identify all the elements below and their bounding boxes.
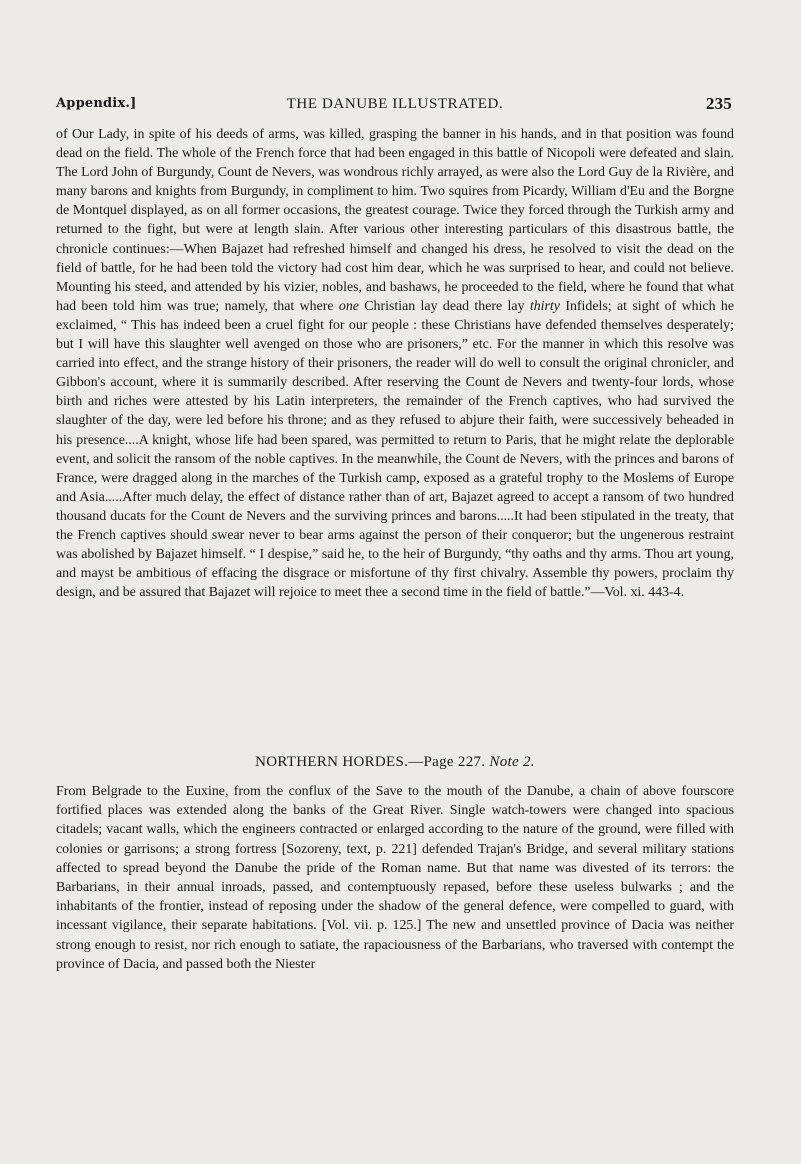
- page-number: 235: [705, 94, 732, 113]
- running-head-title: THE DANUBE ILLUSTRATED.: [286, 96, 504, 112]
- running-head-section: Appendix.]: [56, 96, 137, 111]
- section-heading-northern-hordes: [56, 754, 734, 771]
- section-heading-text: NORTHERN HORDES.—Page 227.: [255, 754, 486, 770]
- paragraph-1-text-a: of Our Lady, in spite of his deeds of arms, was killed, grasping the banner in his hands, and in that position was found dead on the field. The whole of the French force that had been engaged in this battle of Nicopoli were defeated and slain. The Lord John of Burgundy, Count de Nevers, was wondrous richly arrayed, as were also the Lord Guy de la Rivière, and many barons and knights from Burgundy, in compliment to him. Two squires from Picardy, William d'Eu and the Borgne de Montquel displayed, as on all former occasions, the greatest courage. Twice they forced through the Turkish army and returned to the fight, but were at length slain. After various other interesting particulars of this disastrous battle, the chronicle continues:—When Bajazet had refreshed himself and changed his dress, he resolved to visit the dead on the field of battle, for he had been told the victory had cost him dear, which he was surprised to hear, and could not believe. Mounting his steed, and attended by his vizier, nobles, and bashaws, he proceeded to the field, where he found that what had been told him was true; namely, that where: [56, 127, 734, 314]
- paragraph-northern-hordes: From Belgrade to the Euxine, from the conflux of the Save to the mouth of the Danube, a chain of above fourscore fortified places was extended along the banks of the Great River. Single watch-towers were changed into spacious citadels; vacant walls, which the engineers contracted or enlarged according to the nature of the ground, were filled with colonies or garrisons; a strong fortress [Sozoreny, text, p. 221] defended Trajan's Bridge, and several military stations affected to spread beyond the Danube the pride of the Roman name. But that name was divested of its terrors: the Barbarians, in their annual inroads, passed, and contemptuously repased, before these useless bulwarks ; and the inhabitants of the frontier, instead of reposing under the shadow of the general defence, were compelled to guard, with incessant vigilance, their separate habitations. [Vol. vii. p. 125.] The new and unsettled province of Dacia was neither strong enough to resist, nor rich enough to satiate, the rapaciousness of the Barbarians, who traversed with contempt the province of Dacia, and passed both the Niester: [56, 784, 734, 972]
- paragraph-1-text-e: Infidels; at sight of which he exclaimed, “ This has indeed been a cruel fight for our people : these Christians have defended themselves desperately; but I will have this slaughter well avenged on those who are prisoners,” etc. For the manner in which this resolve was carried into effect, and the strange history of their prisoners, the reader will do well to consult the original chronicler, and Gibbon's account, where it is summarily described. After reserving the Count de Nevers and twenty-four lords, whose birth and riches were attested by his Latin interpreters, the remainder of the French captives, who had survived the slaughter of the day, were led before his throne; and as they refused to abjure their faith, were successively beheaded in his presence....A knight, whose life had been spared, was permitted to return to Paris, that he might relate the deplorable event, and solicit the ransom of the noble captives. In the meanwhile, the Count de Nevers, with the princes and barons of France, were dragged along in the marches of the Turkish camp, exposed as a grateful trophy to the Moslems of Europe and Asia.....After much delay, the effect of distance rather than of art, Bajazet agreed to accept a ransom of two hundred thousand ducats for the Count de Nevers and the surviving princes and barons.....It had been stipulated in the treaty, that the French captives should swear never to bear arms against the person of their conqueror; but the ungenerous restraint was abolished by Bajazet himself. “ I despise,” said he, to the heir of Burgundy, “thy oaths and thy arms. Thou art young, and mayst be ambitious of effacing the disgrace or misfortune of thy first chivalry. Assemble thy powers, proclaim thy design, and be assured that Bajazet will rejoice to meet thee a second time in the field of battle.”—Vol. xi. 443-4.: [56, 298, 734, 601]
- paragraph-1-text-c: Christian lay dead there lay: [358, 298, 530, 314]
- emphasis-thirty: thirty: [529, 298, 560, 314]
- running-head: [56, 96, 734, 118]
- paragraph-gibbon-nicopolis: [56, 125, 734, 602]
- section-note-ref: Note 2.: [489, 754, 535, 770]
- emphasis-one: one: [338, 298, 359, 314]
